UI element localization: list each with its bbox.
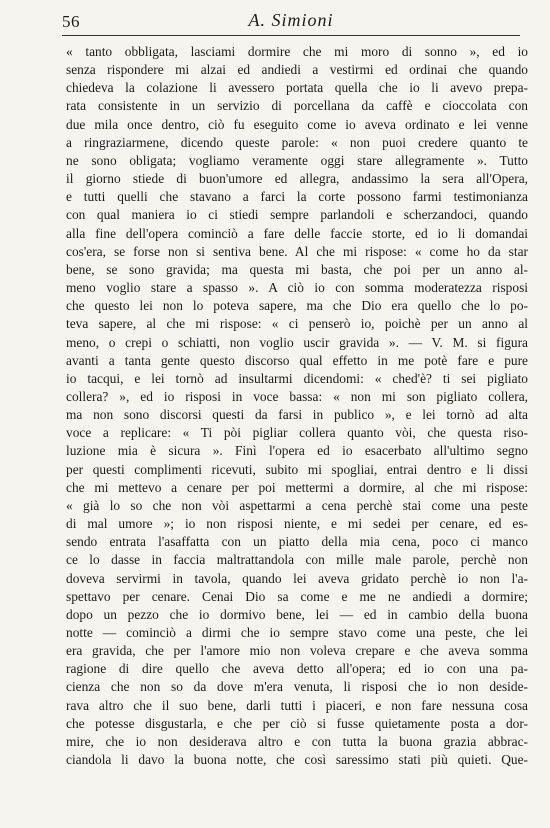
body-text [66, 43, 528, 769]
text-line: meno, o crepi o schiatti, non voglio uscir gravida ». — V. M. si figura [66, 334, 528, 350]
text-line: chiedeva la colazione li avessero portata quella che io li avevo prepa- [66, 80, 528, 96]
text-line: senza rispondere mi alzai ed andiedi a vestirmi ed ordinai che quando [66, 62, 528, 78]
text-line: ne sono obligata; vogliamo veramente oggi stare allegramente ». Tutto [66, 152, 528, 168]
text-line: di mal umore »; io non risposi niente, e mi sedei per cenare, ed es- [66, 516, 528, 532]
text-line: cos'era, se forse non si sentiva bene. Al che mi rispose: « come ho da star [66, 243, 528, 259]
text-line: con qual maniera io ci stiedi sempre parlandoli e scherzandoci, quando [66, 207, 528, 223]
text-line: mire, che io non desiderava altro e con tutta la buona grazia abbrac- [66, 733, 528, 749]
text-line: voce a replicare: « Ti pòi pigliar collera quanto vòi, che questa riso- [66, 425, 528, 441]
text-line: collera? », ed io risposi in voce bassa: « non mi son pigliato collera, [66, 388, 528, 404]
text-line: a ringraziarmene, dicendo queste parole: « non puoi credere quanto te [66, 134, 528, 150]
header-rule [62, 35, 520, 36]
text-line: il giorno stiede di buon'umore ed allegra, andassimo la sera all'Opera, [66, 171, 528, 187]
text-line: ragione di dire quello che aveva detto all'opera; ed io con una pa- [66, 661, 528, 677]
text-line: doveva servirmi in tavola, quando lei aveva gridato perchè io non l'a- [66, 570, 528, 586]
text-line: che questo lei non lo poteva sapere, ma che Dio era quello che lo po- [66, 298, 528, 314]
text-line: teva sapere, al che mi rispose: « ci penserò io, poichè per un anno al [66, 316, 528, 332]
text-line: meno voglio stare a spasso ». A ciò io con somma moderatezza risposi [66, 280, 528, 296]
text-line: « tanto obbligata, lasciami dormire che mi moro di sonno », ed io [66, 44, 528, 59]
text-line: notte — cominciò a dirmi che io sempre stavo come una peste, che lei [66, 625, 528, 640]
text-line: ma non sono discorsi questi da farsi in publico », e lei tornò ad alta [66, 407, 528, 423]
text-line: avanti a tanta gente questo discorso qual effetto in me potè fare e pure [66, 352, 528, 368]
text-line: « già lo so che non vòi aspettarmi a cena perchè stai come una peste [66, 497, 528, 513]
text-line: era gravida, che per l'amore mio non voleva crepare e che aveva somma [66, 643, 528, 659]
text-line: bene, se sono gravida; ma questa mi basta, che poi per un anno al- [66, 261, 528, 277]
text-line: rata consistente in un servizio di porcellana da caffè e cioccolata con [66, 98, 528, 114]
text-line: alla fine dell'opera cominciò a fare delle faccie storte, ed io li domandai [66, 225, 528, 241]
text-line: spettavo per cenare. Cenai Dio sa come e me ne andiedi a dormire; [66, 588, 528, 604]
text-line: sendo entrata l'asaffatta con un piatto della mia cena, poco ci manco [66, 534, 528, 550]
text-line: che potesse disgustarla, e che per ciò si fusse quietamente posta a dor- [66, 715, 528, 731]
running-head: A. Simioni [248, 10, 334, 30]
text-line: che mi mettevo a cenare per poi mettermi a dormire, al che mi rispose: [66, 479, 528, 495]
text-line: due mila once dentro, ciò fu eseguito come io aveva ordinato e lei venne [66, 116, 528, 132]
text-line: cienza che non so da dove m'era venuta, li risposi che io non deside- [66, 679, 528, 695]
text-line: e tutti quelli che stavano a farci la corte possono farmi testimonianza [66, 189, 528, 205]
text-line: rava altro che il suo bene, darli tutti i piaceri, e non fare nessuna cosa [66, 697, 528, 713]
text-line: dopo un pezzo che io dormivo bene, lei — ed in cambio della buona [66, 606, 528, 622]
text-line: io tacqui, e lei tornò ad insultarmi dicendomi: « ched'è? ti sei pigliato [66, 370, 528, 386]
text-line: per questi complimenti ricevuti, subito mi spogliai, entrai dentro e li dissi [66, 461, 528, 477]
text-line: luzione mia è sicura ». Finì l'opera ed io esacerbato all'ultimo segno [66, 443, 528, 459]
page-number: 56 [62, 12, 80, 31]
text-line: ciandola li davo la buona notte, che così saressimo stati più quieti. Que- [66, 752, 528, 768]
text-line: ce lo dasse in faccia maltrattandola con mille male parole, perchè non [66, 552, 528, 568]
page-header [62, 10, 520, 34]
